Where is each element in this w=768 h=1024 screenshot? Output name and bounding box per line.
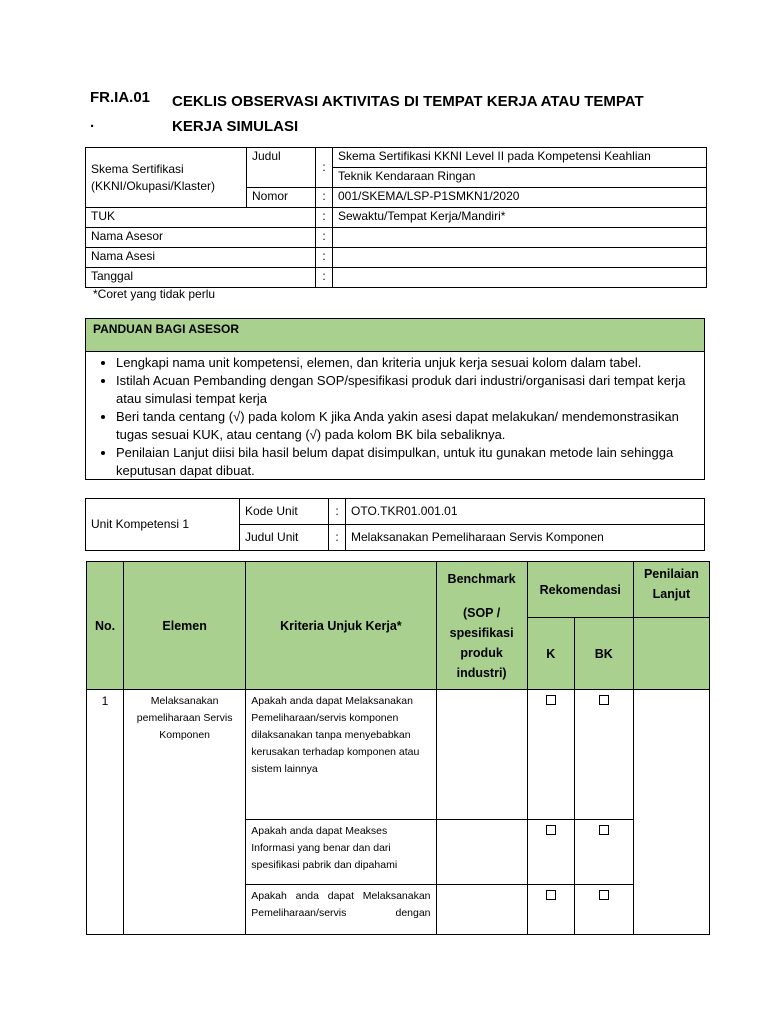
tanggal-value[interactable]	[333, 268, 707, 288]
kuk-cell: Apakah anda dapat Melaksanakan Pemeliharaan/servis dengan	[246, 885, 436, 935]
footnote: *Coret yang tidak perlu	[93, 287, 216, 301]
bk-checkbox-cell	[574, 690, 633, 820]
colon: :	[316, 188, 333, 208]
elemen-cell: Melaksanakan pemeliharaan Servis Komponen	[124, 690, 246, 935]
col-elemen: Elemen	[124, 562, 246, 690]
panduan-item: • Lengkapi nama unit kompetensi, elemen, dan kriteria unjuk kerja sesuai kolom dalam tabel.	[116, 354, 698, 372]
kuk-cell: Apakah anda dapat Meakses Informasi yang benar dan dari spesifikasi pabrik dan dipahami	[246, 820, 436, 885]
kode-unit-label: Kode Unit	[240, 499, 329, 525]
bk-checkbox[interactable]	[599, 825, 609, 835]
tuk-value: Sewaktu/Tempat Kerja/Mandiri*	[333, 208, 707, 228]
benchmark-cell[interactable]	[436, 820, 527, 885]
k-checkbox-cell	[527, 690, 574, 820]
nomor-value: 001/SKEMA/LSP-P1SMKN1/2020	[333, 188, 707, 208]
k-checkbox-cell	[527, 885, 574, 935]
col-benchmark-line1: Benchmark	[447, 571, 516, 586]
colon: :	[316, 148, 333, 188]
panduan-item: • Istilah Acuan Pembanding dengan SOP/spesifikasi produk dari industri/organisasi dari tempat kerja atau simulasi tempat kerja	[116, 372, 698, 408]
asesi-value[interactable]	[333, 248, 707, 268]
panduan-body	[85, 352, 705, 480]
form-code: FR.IA.01	[90, 89, 151, 106]
bk-checkbox[interactable]	[599, 695, 609, 705]
penilaian-cell[interactable]	[633, 690, 709, 935]
form-code-dot: .	[90, 114, 95, 131]
tanggal-label: Tanggal	[86, 268, 316, 288]
unit-table	[85, 498, 705, 551]
scheme-label	[86, 148, 247, 208]
col-penilaian-sub	[633, 618, 709, 690]
col-benchmark	[436, 562, 527, 690]
k-checkbox-cell	[527, 820, 574, 885]
bk-checkbox[interactable]	[599, 890, 609, 900]
col-kuk: Kriteria Unjuk Kerja*	[246, 562, 436, 690]
judul-label: Judul	[247, 148, 316, 188]
form-title-line1: CEKLIS OBSERVASI AKTIVITAS DI TEMPAT KERJA ATAU TEMPAT	[172, 93, 644, 110]
form-title-line2: KERJA SIMULASI	[172, 118, 299, 135]
col-k: K	[527, 618, 574, 690]
bk-checkbox-cell	[574, 820, 633, 885]
asesor-value[interactable]	[333, 228, 707, 248]
col-rekomendasi: Rekomendasi	[527, 562, 633, 618]
scheme-label-line1: Skema Sertifikasi	[91, 161, 184, 176]
tuk-label: TUK	[86, 208, 316, 228]
benchmark-cell[interactable]	[436, 690, 527, 820]
kode-unit-value: OTO.TKR01.001.01	[346, 499, 705, 525]
col-no: No.	[87, 562, 124, 690]
row-no: 1	[87, 690, 124, 935]
colon: :	[316, 248, 333, 268]
col-bk: BK	[574, 618, 633, 690]
colon: :	[316, 268, 333, 288]
unit-label: Unit Kompetensi 1	[86, 499, 240, 551]
judul-unit-value: Melaksanakan Pemeliharaan Servis Komponen	[346, 525, 705, 551]
observation-table	[86, 561, 710, 935]
panduan-item: • Beri tanda centang (√) pada kolom K jika Anda yakin asesi dapat melakukan/ mendemonstrasikan tugas sesuai KUK, atau centang (√) pada kolom BK bila sebaliknya.	[116, 408, 698, 444]
form-title	[172, 89, 672, 139]
colon: :	[329, 525, 346, 551]
k-checkbox[interactable]	[546, 890, 556, 900]
panduan-list	[92, 354, 698, 480]
col-penilaian: Penilaian Lanjut	[633, 562, 709, 618]
benchmark-cell[interactable]	[436, 885, 527, 935]
scheme-label-line2: (KKNI/Okupasi/Klaster)	[91, 178, 216, 193]
colon: :	[316, 228, 333, 248]
asesor-label: Nama Asesor	[86, 228, 316, 248]
judul-unit-label: Judul Unit	[240, 525, 329, 551]
scheme-table	[85, 147, 707, 288]
judul-value-cont: Teknik Kendaraan Ringan	[333, 168, 707, 188]
panduan-item: • Penilaian Lanjut diisi bila hasil belum dapat disimpulkan, untuk itu gunakan metode lain sehingga keputusan dapat dibuat.	[116, 444, 698, 480]
judul-value	[333, 148, 707, 168]
colon: :	[316, 208, 333, 228]
asesi-label: Nama Asesi	[86, 248, 316, 268]
panduan-heading: PANDUAN BAGI ASESOR	[85, 318, 705, 352]
colon: :	[329, 499, 346, 525]
k-checkbox[interactable]	[546, 695, 556, 705]
bk-checkbox-cell	[574, 885, 633, 935]
judul-value-line1: Skema Sertifikasi KKNI Level II pada Kompetensi Keahlian	[338, 149, 651, 163]
nomor-label: Nomor	[247, 188, 316, 208]
kuk-cell: Apakah anda dapat Melaksanakan Pemeliharaan/servis komponen dilaksanakan tanpa menyebabkan kerusakan terhadap komponen atau sistem lainnya	[246, 690, 436, 820]
col-benchmark-line2: (SOP / spesifikasi produk industri)	[449, 605, 514, 680]
k-checkbox[interactable]	[546, 825, 556, 835]
